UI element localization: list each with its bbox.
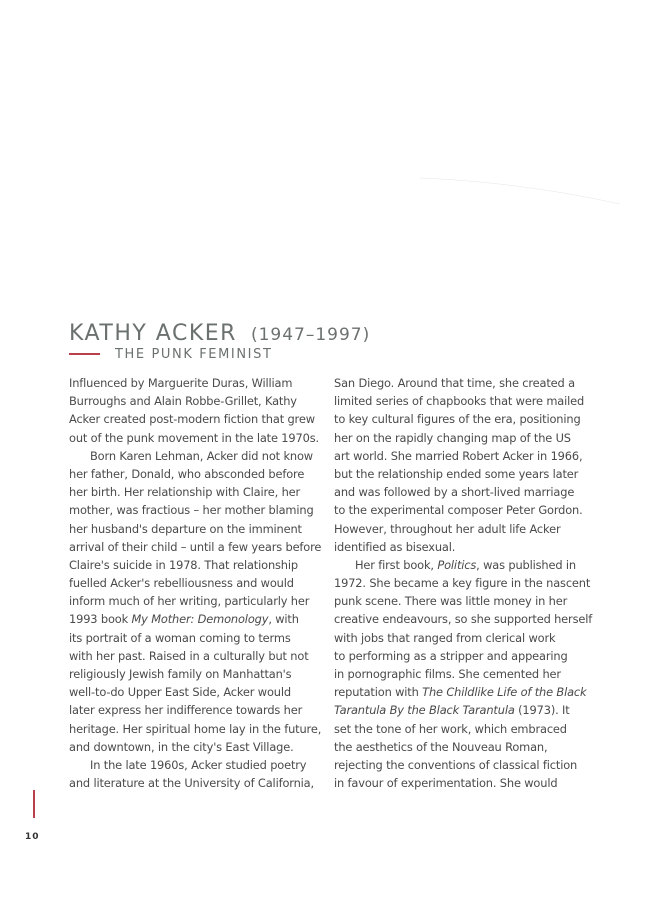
text-line (69, 374, 334, 392)
body-column-2 (334, 374, 599, 792)
book-title: My Mother: Demonology (131, 612, 269, 627)
book-title: Politics (437, 557, 477, 572)
text-line (334, 556, 599, 574)
text-segment: in favour of experimentation. She would (334, 776, 558, 791)
page-title (69, 321, 370, 346)
text-line (69, 756, 334, 774)
text-segment: her husband's departure on the imminent (69, 521, 302, 536)
text-line (69, 556, 334, 574)
text-segment: the aesthetics of the Nouveau Roman, (334, 739, 548, 754)
text-line (69, 392, 334, 410)
text-segment: limited series of chapbooks that were mailed (334, 394, 585, 409)
text-segment: creative endeavours, so she supported herself (334, 612, 593, 627)
text-segment: religiously Jewish family on Manhattan's (69, 667, 292, 681)
text-segment: , was published in (476, 557, 576, 572)
text-segment: Her first book, (355, 557, 438, 572)
text-segment: In the late 1960s, Acker studied poetry (90, 757, 307, 772)
text-line (69, 410, 334, 428)
text-segment: in pornographic films. She cemented her (334, 667, 561, 681)
page-number: 10 (25, 832, 40, 842)
text-segment: her on the rapidly changing map of the US (334, 430, 571, 445)
text-line (334, 665, 599, 683)
text-line (334, 683, 599, 701)
text-line (69, 774, 334, 792)
text-line (69, 465, 334, 483)
text-line (69, 683, 334, 701)
text-line (334, 374, 599, 392)
text-line (334, 447, 599, 465)
author-name: KATHY ACKER (69, 320, 237, 346)
text-segment: to performing as a stripper and appearing (334, 648, 568, 663)
text-segment: mother, was fractious – her mother blaming (69, 503, 314, 518)
text-segment: identified as bisexual. (334, 539, 456, 554)
text-segment: with jobs that ranged from clerical work (334, 630, 556, 645)
page-marker-bar (33, 790, 35, 818)
text-line (69, 483, 334, 501)
text-line (334, 538, 599, 556)
text-line (334, 756, 599, 774)
text-segment: out of the punk movement in the late 1970s. (69, 430, 319, 445)
text-line (334, 392, 599, 410)
text-segment: Acker created post-modern fiction that grew (69, 412, 315, 427)
text-segment: with her past. Raised in a culturally but not (69, 648, 309, 663)
text-segment: (1973). It (514, 703, 570, 718)
text-line (69, 538, 334, 556)
text-segment: punk scene. There was little money in her (334, 594, 568, 609)
text-line (334, 738, 599, 756)
text-segment: However, throughout her adult life Acker (334, 521, 561, 536)
text-segment: arrival of their child – until a few years before (69, 539, 322, 554)
text-line (334, 592, 599, 610)
text-line (334, 410, 599, 428)
subtitle (69, 345, 273, 363)
text-segment: and downtown, in the city's East Village. (69, 739, 294, 754)
subtitle-text: THE PUNK FEMINIST (115, 346, 273, 362)
text-segment: fuelled Acker's rebelliousness and would (69, 576, 294, 591)
text-line (69, 574, 334, 592)
text-segment: but the relationship ended some years later (334, 466, 579, 481)
text-segment: rejecting the conventions of classical fiction (334, 757, 578, 772)
text-line (334, 429, 599, 447)
text-segment: and was followed by a short-lived marriage (334, 485, 575, 500)
text-segment: to key cultural figures of the era, positioning (334, 412, 581, 427)
text-line (69, 610, 334, 628)
text-line (69, 501, 334, 519)
text-line (69, 665, 334, 683)
text-line (69, 629, 334, 647)
text-line (334, 483, 599, 501)
text-segment: 1993 book (69, 612, 132, 627)
text-line (334, 720, 599, 738)
text-line (334, 520, 599, 538)
text-line (334, 629, 599, 647)
text-line (69, 647, 334, 665)
text-line (334, 574, 599, 592)
text-segment: , with (268, 612, 299, 627)
text-segment: her birth. Her relationship with Claire, her (69, 485, 301, 500)
text-line (69, 520, 334, 538)
text-line (334, 701, 599, 719)
text-segment: San Diego. Around that time, she created a (334, 376, 575, 390)
text-line (69, 701, 334, 719)
text-segment: to the experimental composer Peter Gordon. (334, 503, 583, 518)
text-segment: reputation with (334, 685, 423, 700)
scan-smudge (420, 176, 620, 206)
text-line (69, 720, 334, 738)
text-segment: 1972. She became a key figure in the nascent (334, 576, 591, 591)
text-line (69, 447, 334, 465)
text-line (69, 429, 334, 447)
text-segment: its portrait of a woman coming to terms (69, 630, 291, 645)
text-segment: Born Karen Lehman, Acker did not know (90, 448, 313, 463)
text-line (334, 774, 599, 792)
text-line (334, 501, 599, 519)
author-dates: (1947–1997) (250, 324, 371, 345)
text-line (334, 610, 599, 628)
text-segment: inform much of her writing, particularly her (69, 594, 310, 609)
text-line (334, 465, 599, 483)
book-title: Tarantula By the Black Tarantula (334, 703, 515, 718)
text-segment: later express her indifference towards her (69, 703, 303, 718)
text-segment: set the tone of her work, which embraced (334, 721, 567, 736)
book-title: The Childlike Life of the Black (422, 685, 587, 700)
text-segment: and literature at the University of California, (69, 776, 314, 791)
subtitle-rule (69, 353, 100, 355)
text-segment: Claire's suicide in 1978. That relationship (69, 557, 298, 572)
body-column-1 (69, 374, 334, 792)
text-segment: her father, Donald, who absconded before (69, 466, 305, 481)
text-segment: well-to-do Upper East Side, Acker would (69, 685, 291, 700)
text-segment: Burroughs and Alain Robbe-Grillet, Kathy (69, 394, 297, 409)
text-segment: art world. She married Robert Acker in 1966, (334, 448, 583, 463)
text-line (334, 647, 599, 665)
text-segment: Influenced by Marguerite Duras, William (69, 376, 293, 390)
text-line (69, 738, 334, 756)
text-line (69, 592, 334, 610)
text-segment: heritage. Her spiritual home lay in the future, (69, 721, 322, 736)
